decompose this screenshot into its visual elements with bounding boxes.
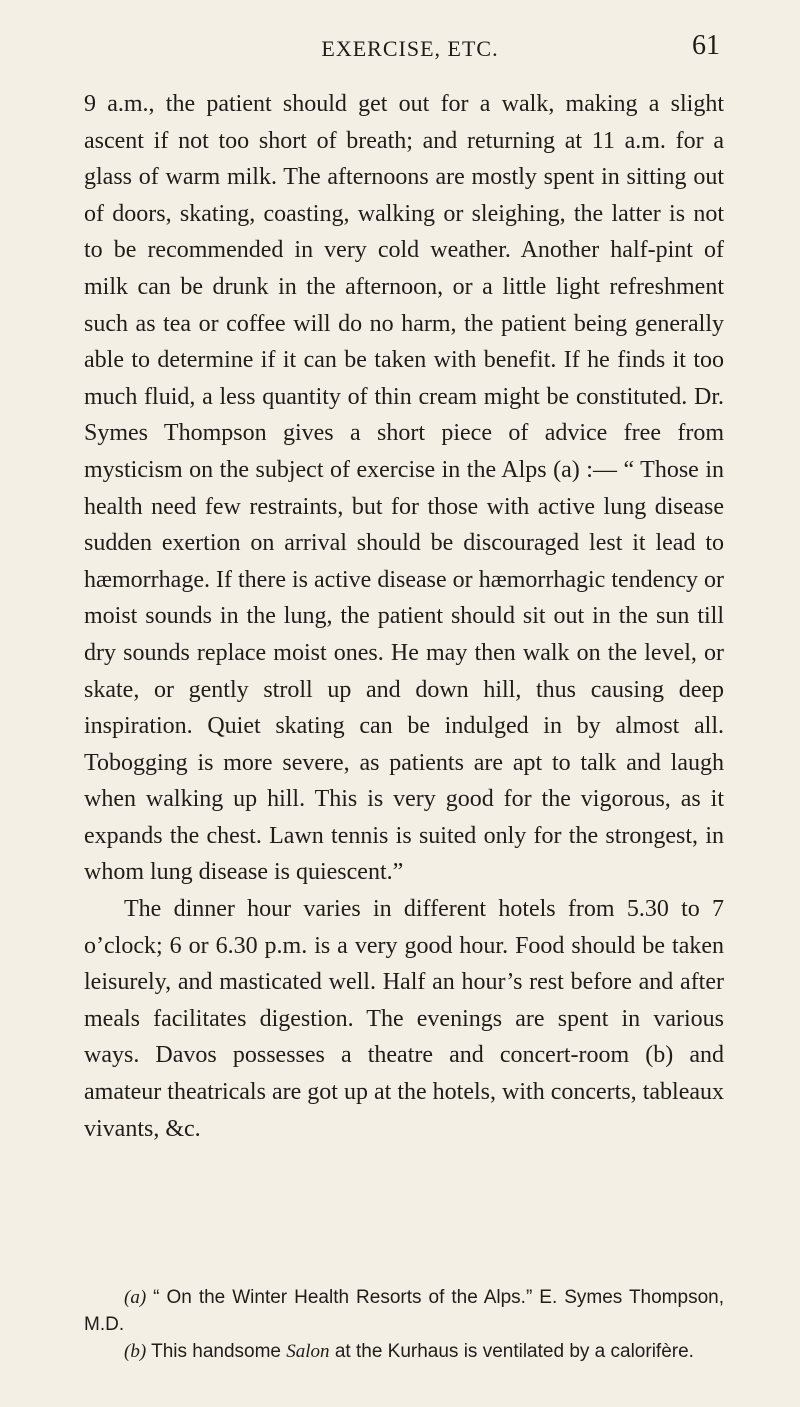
paragraph: The dinner hour varies in different hotels from 5.30 to 7 o’clock; 6 or 6.30 p.m. is a very good hour. Food should be taken leisurely, and masticated well. Half an hour’s rest before and after meals facilitates digestion. The evenings are spent in various ways. Davos possesses a theatre and concert-room (b) and amateur theatricals are got up at the hotels, with concerts, tableaux vivants, &c. (84, 896, 724, 1142)
footnote-text: “ On the Winter Health Resorts of the Alps.” E. Symes Thompson, M.D. (84, 1287, 724, 1335)
footnote-marker: (a) (124, 1287, 147, 1308)
footnote-a (84, 1284, 724, 1338)
footnote-b (84, 1338, 724, 1365)
footnote-marker: (b) (124, 1341, 147, 1362)
footnote-italic: Salon (286, 1341, 330, 1362)
page-number: 61 (692, 30, 720, 61)
running-head: EXERCISE, ETC. (321, 36, 499, 61)
page-header (100, 30, 720, 80)
footnote-text: at the Kurhaus is ventilated by a calorifère. (334, 1341, 694, 1362)
footnotes (84, 1284, 724, 1365)
body-text (84, 86, 724, 1147)
paragraph: 9 a.m., the patient should get out for a walk, making a slight ascent if not too short of breath; and returning at 11 a.m. for a glass of warm milk. The afternoons are mostly spent in sitting out of doors, skating, coasting, walking or sleighing, the latter is not to be recommended in very cold weather. Another half-pint of milk can be drunk in the afternoon, or a little light refreshment such as tea or coffee will do no harm, the patient being generally able to determine if it can be taken with benefit. If he finds it too much fluid, a less quantity of thin cream might be constituted. Dr. Symes Thompson gives a short piece of advice free from mysticism on the subject of exercise in the Alps (a) :— “ Those in health need few restraints, but for those with active lung disease sudden exertion on arrival should be discouraged lest it lead to hæmorrhage. If there is active disease or hæmorrhagic tendency or moist sounds in the lung, the patient should sit out in the sun till dry sounds replace moist ones. He may then walk on the level, or skate, or gently stroll up and down hill, thus causing deep inspiration. Quiet skating can be indulged in by almost all. Tobogging is more severe, as patients are apt to talk and laugh when walking up hill. This is very good for the vigorous, as it expands the chest. Lawn tennis is suited only for the strongest, in whom lung disease is quiescent.” (84, 91, 724, 886)
footnote-text: This handsome (151, 1341, 281, 1362)
